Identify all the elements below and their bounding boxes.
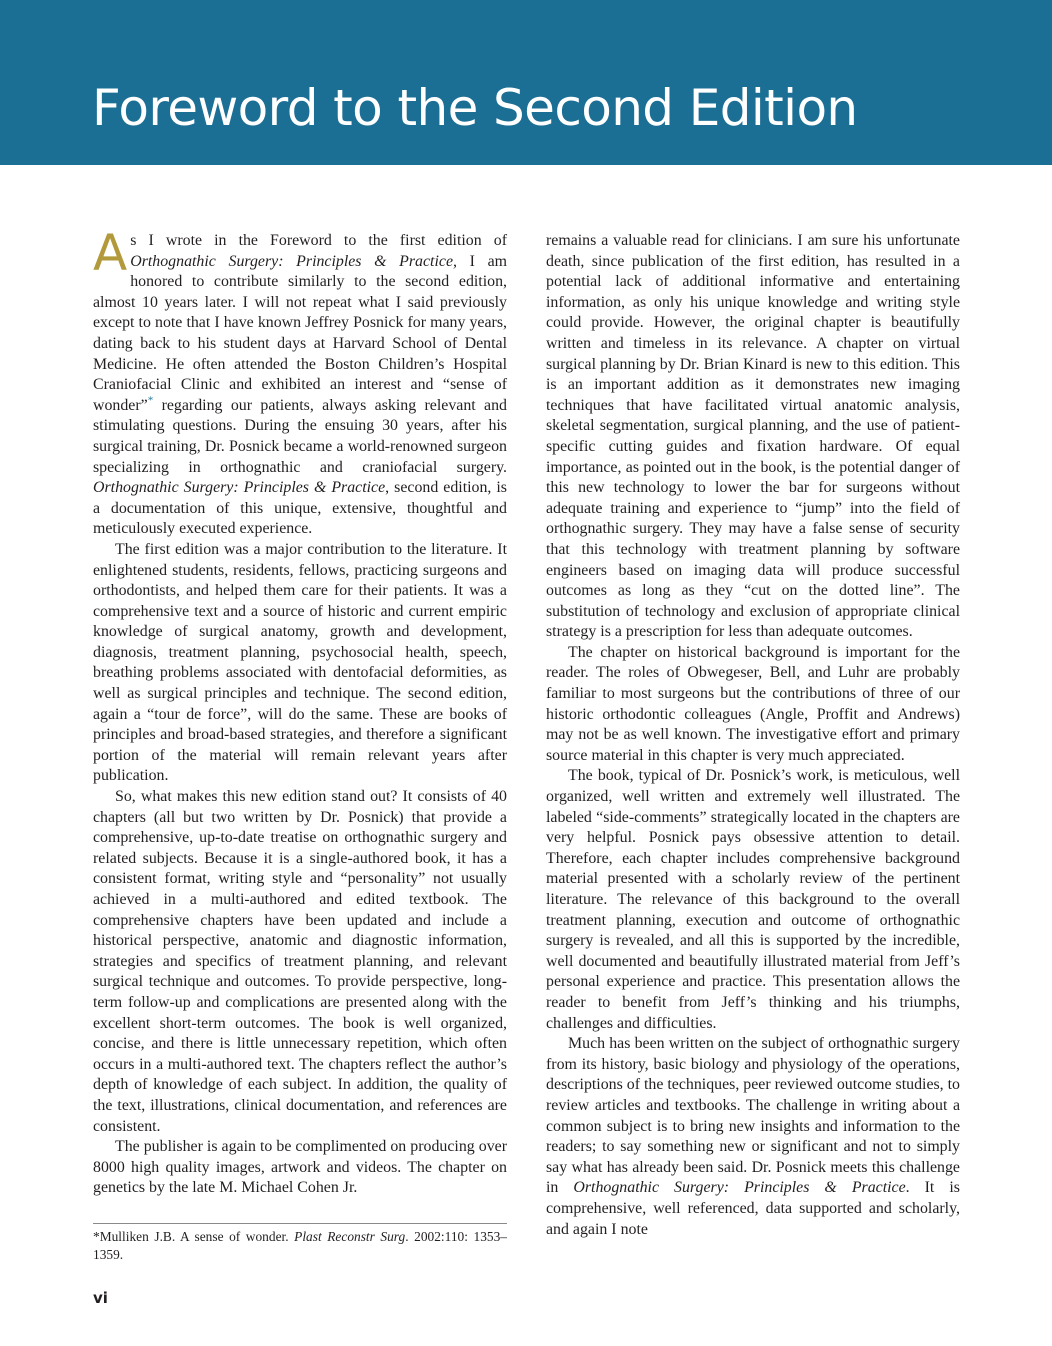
paragraph-1-text-c: regarding our patients, always asking relevant and stimulating questions. During the ensuing 30 years, after his surgical training, Dr. Posnick became a world-renowned surgeon specializing in orthognathic and craniofacial surgery. xyxy=(93,396,507,476)
paragraph-5: remains a valuable read for clinicians. I am sure his unfortunate death, since publication of the first edition, has resulted in a potential lack of additional informative and entertaining information, as only his unique knowledge and writing style could provide. However, the original chapter is beautifully written and timeless in its relevance. A chapter on virtual surgical planning by Dr. Brian Kinard is new to this edition. This is an important addition as it demonstrates new imaging techniques that have facilitated virtual anatomic analysis, skeletal segmentation, surgical planning, and the use of patient-specific cutting guides and fixation hardware. Of equal importance, as pointed out in the book, is the potential danger of this new technology to lower the bar for surgeons without adequate training and experience to “jump” into the field of orthognathic surgery. They may have a false sense of security that this technology with treatment planning by software engineers based on imaging data will produce successful outcomes as long as they “cut on the dotted line”. The substitution of technology and exclusion of appropriate clinical strategy is a prescription for less than adequate outcomes. xyxy=(546,232,960,641)
right-column xyxy=(546,231,960,1240)
paragraph-3: So, what makes this new edition stand out? It consists of 40 chapters (all but two written by Dr. Posnick) that provide a comprehensive, up-to-date treatise on orthognathic surgery and related subjects. Because it is a single-authored book, it has a consistent format, writing style and “personality” not usually achieved in a multi-authored and edited textbook. The comprehensive chapters have been updated and include a historical perspective, anatomic and diagnostic information, strategies and specifics of treatment planning, and relevant surgical technique and outcomes. To provide perspective, long-term follow-up and complications are presented along with the excellent short-term outcomes. The book is well organized, concise, and there is little unnecessary repetition, which often occurs in a multi-authored text. The chapters reflect the author’s depth of knowledge of each subject. In addition, the quality of the text, illustrations, clinical documentation, and references are consistent. xyxy=(93,788,507,1135)
title-banner xyxy=(0,0,1052,165)
footnote-text-b: . 2002:110: 1353–1359. xyxy=(93,1229,507,1262)
left-column xyxy=(93,224,507,1199)
footnote xyxy=(93,1228,507,1264)
paragraph-8-text-a: Much has been written on the subject of orthognathic surgery from its history, basic biology and physiology of the operations, descriptions of the techniques, peer reviewed outcome studies, to review articles and textbooks. The challenge in writing about a common subject is to bring new insights and information to the readers; to say something new or significant and not to simply say what has already been said. Dr. Posnick meets this challenge in xyxy=(546,1035,960,1197)
page-title: Foreword to the Second Edition xyxy=(92,79,858,137)
paragraph-6: The chapter on historical background is important for the reader. The roles of Obwegeser, Bell, and Luhr are probably familiar to most surgeons but the contributions of three of our historic orthodontic colleagues (Angle, Proffit and Andrews) may not be as well known. The investigative effort and primary source material in this chapter is very much appreciated. xyxy=(546,643,960,764)
footnote-text-a: *Mulliken J.B. A sense of wonder. xyxy=(93,1229,295,1244)
paragraph-1 xyxy=(93,224,507,540)
page-number: vi xyxy=(93,1289,108,1307)
paragraph-1-text-a: s I wrote in the Foreword to the first edition of xyxy=(130,232,507,249)
footnote-divider xyxy=(93,1223,507,1224)
paragraph-1-text-b: I am honored to contribute similarly to the second edition, almost 10 years later. I will not repeat what I said previously except to note that I have known Jeffrey Posnick for many years, dating back to his student days at Harvard School of Dental Medicine. He often attended the Boston Children’s Hospital Craniofacial Clinic and exhibited an interest and “sense of wonder” xyxy=(93,252,507,414)
book-title-italic: Orthognathic Surgery: Principles & Practice xyxy=(93,479,386,497)
book-title-italic: Orthognathic Surgery: Principles & Practice, xyxy=(130,252,457,270)
drop-cap: A xyxy=(93,224,128,282)
paragraph-7: The book, typical of Dr. Posnick’s work, is meticulous, well organized, well written and extremely well illustrated. The labeled “side-comments” strategically located in the chapters are very helpful. Posnick pays obsessive attention to detail. Therefore, each chapter includes comprehensive background material presented with a scholarly review of the pertinent literature. The relevance of this background to the overall treatment planning, execution and outcome of orthognathic surgery is revealed, and all this is supported by the incredible, well documented and beautifully illustrated material from Jeff’s personal experience and practice. This presentation allows the reader to benefit from Jeff’s thinking and his triumphs, challenges and difficulties. xyxy=(546,767,960,1032)
paragraph-8 xyxy=(546,1034,960,1240)
paragraph-2: The first edition was a major contribution to the literature. It enlightened students, residents, fellows, practicing surgeons and orthodontists, and helped them care for their patients. It was a comprehensive text and a source of historic and current empiric knowledge of surgical anatomy, growth and development, diagnosis, treatment planning, psychosocial health, speech, breathing problems associated with dentofacial deformities, as well as surgical principles and technique. The second edition, again a “tour de force”, will do the same. These are books of principles and broad-based strategies, and therefore a significant portion of the material will remain relevant years after publication. xyxy=(93,540,507,785)
paragraph-1-text-d: , second edition, is a documentation of this unique, extensive, thoughtful and meticulously executed experience. xyxy=(93,479,507,538)
book-title-italic: Orthognathic Surgery: Principles & Practice xyxy=(573,1179,906,1197)
footnote-reference-link[interactable]: * xyxy=(147,394,154,407)
journal-title-italic: Plast Reconstr Surg xyxy=(294,1229,406,1244)
paragraph-4: The publisher is again to be complimented on producing over 8000 high quality images, artwork and videos. The chapter on genetics by the late M. Michael Cohen Jr. xyxy=(93,1138,507,1197)
paragraph-8-text-b: . It is comprehensive, well referenced, data supported and scholarly, and again I note xyxy=(546,1179,960,1238)
